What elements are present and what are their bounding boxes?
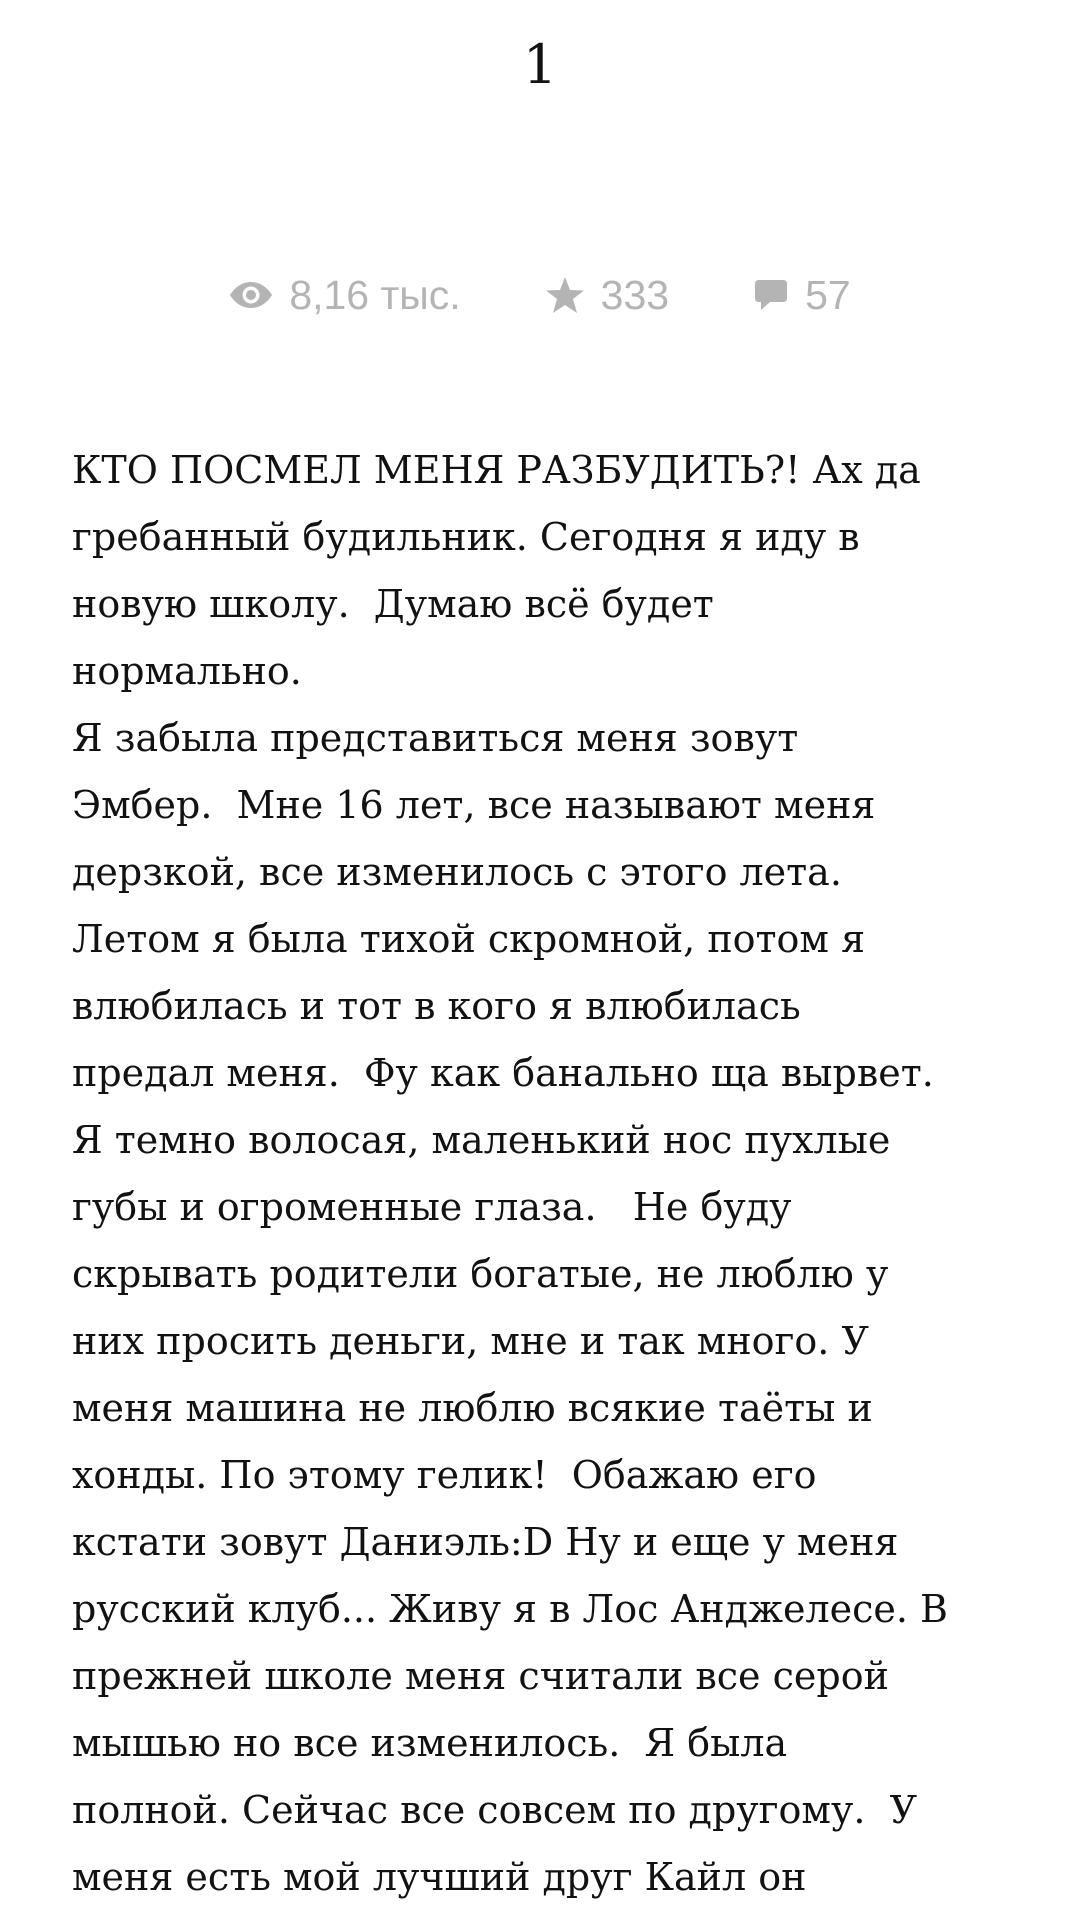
comments-stat [753,265,851,325]
story-line: русский клуб... Живу я в Лос Анджелесе. В [72,1587,948,1631]
story-line: губы и огроменные глаза. Не буду [72,1185,792,1229]
story-line: влюбилась и тот в кого я влюбилась [72,984,801,1028]
story-line: кстати зовут Даниэль:D Ну и еще у меня [72,1520,899,1564]
comments-count: 57 [805,271,851,318]
story-line: гребанный будильник. Сегодня я иду в [72,515,860,559]
story-line: Эмбер. Мне 16 лет, все называют меня [72,783,876,827]
story-line: прежней школе меня считали все серой [72,1654,889,1698]
story-line: Летом я была тихой скромной, потом я [72,917,866,961]
comment-icon [753,277,789,313]
story-stats [0,265,1080,325]
story-line: меня машина не люблю всякие таёты и [72,1386,873,1430]
eye-icon [229,280,273,310]
views-count: 8,16 тыс. [289,271,461,318]
story-line: дерзкой, все изменилось с этого лета. [72,850,842,894]
story-line: хонды. По этому гелик! Обажаю его [72,1453,817,1497]
story-line: полной. Сейчас все совсем по другому. У [72,1788,918,1832]
votes-stat [545,265,669,325]
story-line: Я темно волосая, маленький нос пухлые [72,1118,891,1162]
story-line: КТО ПОСМЕЛ МЕНЯ РАЗБУДИТЬ?! Ах да [72,448,921,492]
star-icon [545,276,585,314]
story-line: нормально. [72,649,302,693]
views-stat [229,265,460,325]
story-line: скрывать родители богатые, не люблю у [72,1252,889,1296]
story-line: предал меня. Фу как банально ща вырвет. [72,1051,934,1095]
story-line: меня есть мой лучший друг Кайл он [72,1855,807,1899]
votes-count: 333 [600,271,670,318]
story-line: новую школу. Думаю всё будет [72,582,714,626]
story-text [72,437,1012,1911]
story-line: Я забыла представиться меня зовут [72,716,799,760]
story-line: них просить деньги, мне и так много. У [72,1319,869,1363]
story-line: мышью но все изменилось. Я была [72,1721,788,1765]
chapter-title: 1 [522,33,558,96]
